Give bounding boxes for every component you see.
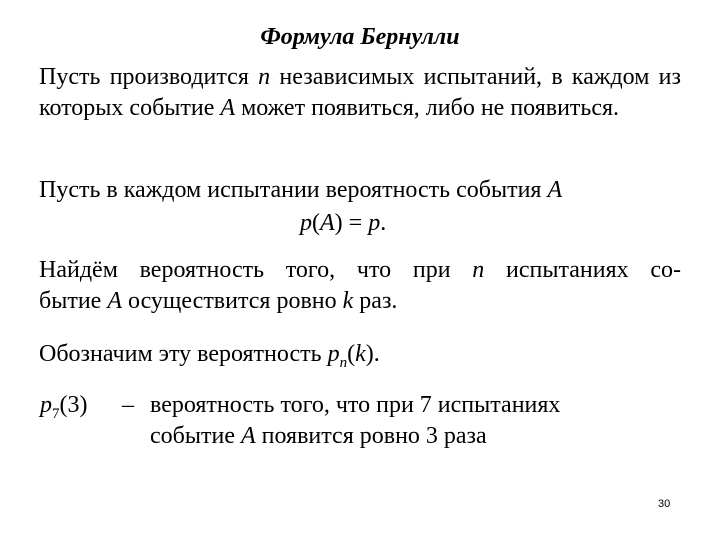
- definition-line-2: [150, 421, 690, 452]
- definition-text: [150, 390, 690, 452]
- paragraph-probability: [39, 175, 681, 206]
- symbol-p: p: [300, 210, 312, 236]
- definition-dash: –: [122, 392, 134, 418]
- text: Обозначим эту вероятность: [39, 341, 328, 367]
- event-a: A: [320, 210, 335, 236]
- equals: ) =: [334, 210, 369, 236]
- goal-line-2: [39, 286, 681, 317]
- text: осуществится ровно: [122, 288, 343, 314]
- slide-title: Формула Бернулли: [260, 24, 460, 50]
- definition-line-1: вероятность того, что при 7 испытаниях: [150, 392, 561, 418]
- definition-term: [40, 390, 87, 421]
- paragraph-goal: [39, 255, 681, 317]
- page-number: 30: [658, 498, 671, 510]
- period: .: [380, 210, 387, 236]
- paren: (: [347, 341, 356, 367]
- variable-n: n: [472, 257, 485, 283]
- paren: (: [312, 210, 320, 236]
- text: Найдём вероятность того, что при: [39, 257, 473, 283]
- paren: ).: [365, 341, 380, 367]
- variable-k: k: [355, 341, 366, 367]
- variable-n: n: [258, 64, 271, 90]
- formula-probability: [300, 208, 386, 239]
- text: Пусть в каждом испытании вероятность события: [39, 177, 548, 203]
- symbol-p: p: [40, 392, 52, 418]
- symbol-p: p: [327, 341, 340, 367]
- text: Пусть производится: [39, 64, 259, 90]
- text: может появиться, либо не появиться.: [235, 95, 620, 121]
- subscript-n: n: [339, 355, 348, 371]
- variable-k: k: [342, 288, 354, 314]
- text: раз.: [353, 288, 398, 314]
- text: появится ровно 3 раза: [255, 423, 487, 449]
- paragraph-intro: [39, 62, 681, 124]
- subscript-7: 7: [52, 406, 60, 422]
- paragraph-notation: [39, 339, 681, 370]
- text: испытаниях со-: [484, 257, 681, 283]
- argument: (3): [59, 392, 88, 418]
- text: независимых испытаний, в каждом из которых событие: [39, 64, 682, 121]
- text: бытие: [39, 288, 108, 314]
- event-a: A: [240, 423, 256, 449]
- event-a: A: [547, 177, 563, 203]
- event-a: A: [107, 288, 122, 314]
- goal-line-1: [39, 255, 681, 286]
- event-a: A: [220, 95, 236, 121]
- text: событие: [150, 423, 241, 449]
- symbol-p: p: [368, 210, 381, 236]
